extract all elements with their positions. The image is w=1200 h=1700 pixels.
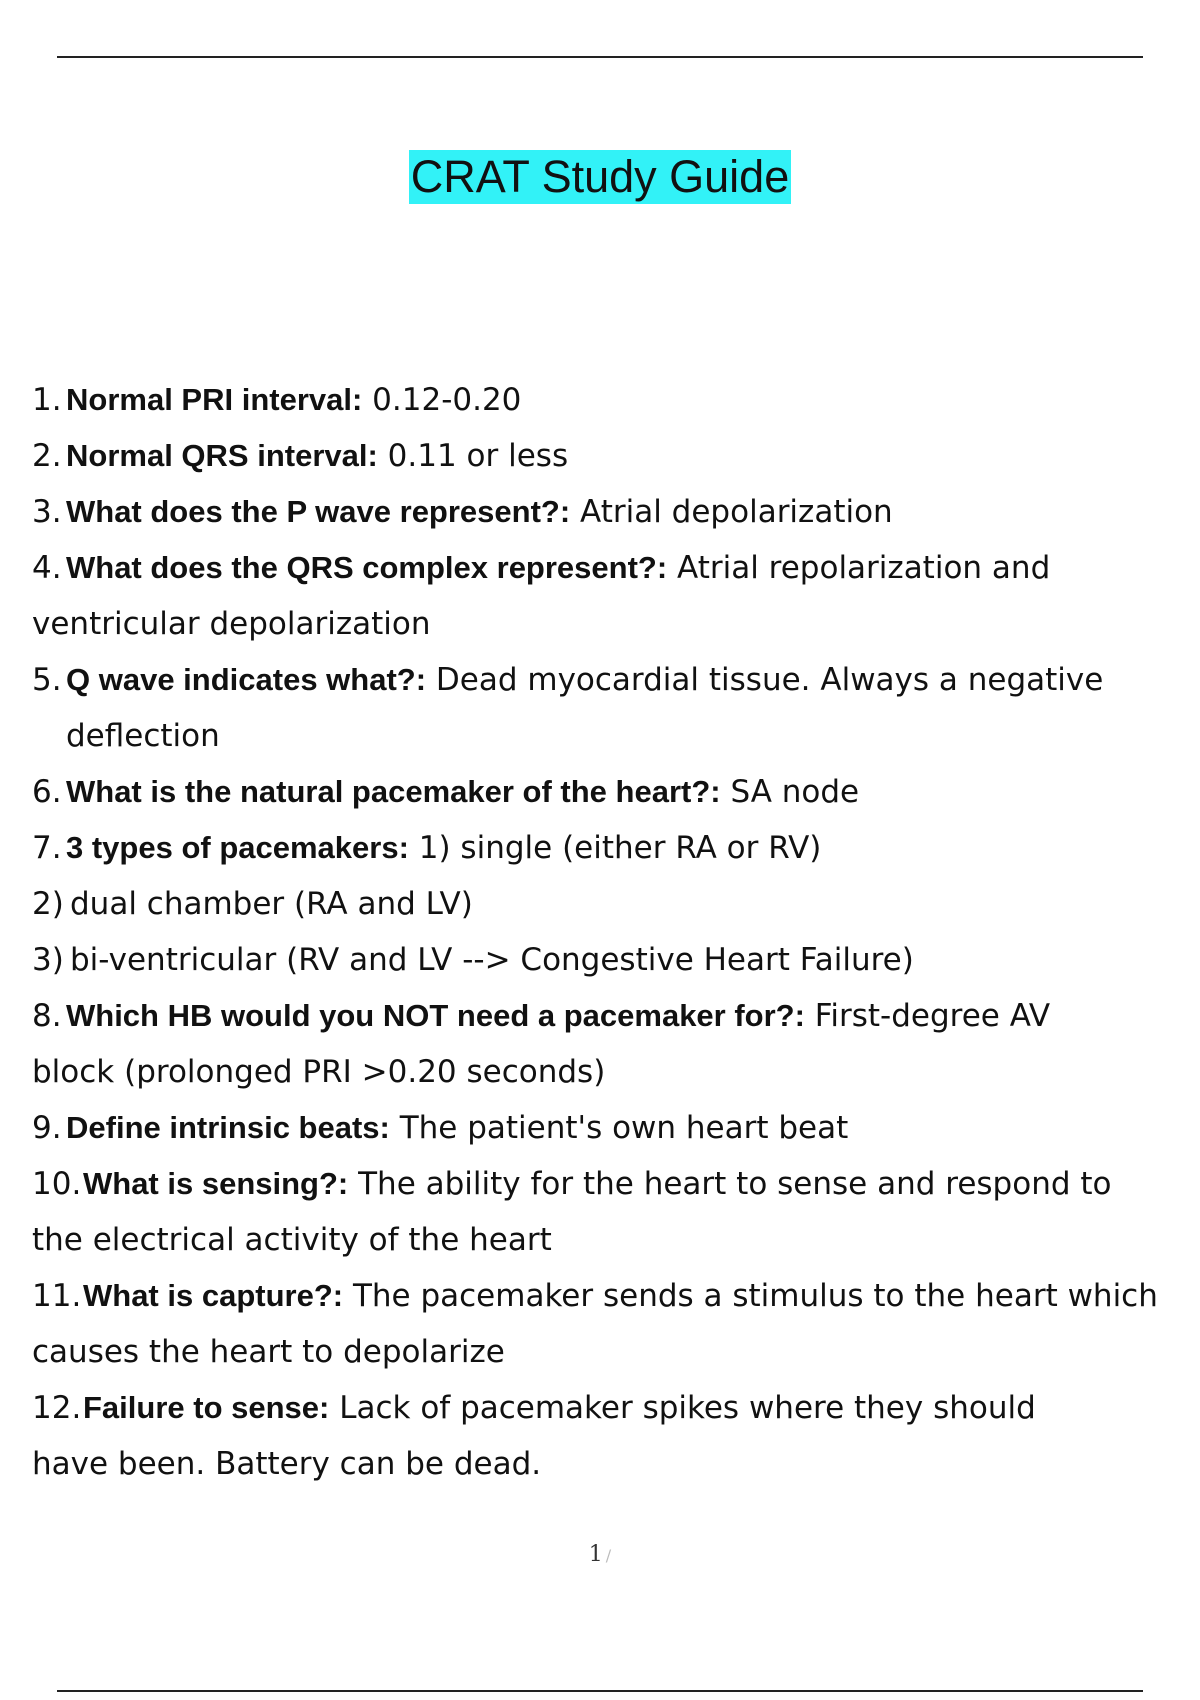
item-question: 3 types of pacemakers: [66, 830, 409, 865]
item-answer: The ability for the heart to sense and respond to [358, 1166, 1112, 1202]
list-item-6 [32, 764, 1192, 820]
item-answer: The patient's own heart beat [399, 1110, 849, 1146]
item-answer: The pacemaker sends a stimulus to the heart which [352, 1278, 1158, 1314]
list-item-3 [32, 484, 1192, 540]
item-question: What does the QRS complex represent?: [66, 550, 668, 585]
page-number [0, 1541, 1200, 1570]
item-number: 3. [32, 494, 62, 530]
item-continuation: have been. Battery can be dead. [32, 1446, 542, 1482]
item-answer: 0.11 or less [387, 438, 569, 474]
list-item-5 [32, 652, 1192, 708]
item-continuation: deflection [66, 718, 220, 754]
item-question: What is sensing?: [83, 1166, 349, 1201]
item-continuation: ventricular depolarization [32, 606, 431, 642]
item-number: 8. [32, 998, 62, 1034]
item-number: 5. [32, 662, 62, 698]
list-item-11 [32, 1268, 1192, 1324]
item-question: What does the P wave represent?: [66, 494, 571, 529]
item-question: Q wave indicates what?: [66, 662, 427, 697]
item-number: 10. [32, 1166, 82, 1202]
item-answer: 1) single (either RA or RV) [418, 830, 822, 866]
item-answer: First-degree AV [814, 998, 1051, 1034]
list-item-4 [32, 540, 1192, 596]
list-item-8 [32, 988, 1192, 1044]
sub-item-text: dual chamber (RA and LV) [70, 886, 473, 922]
item-number: 9. [32, 1110, 62, 1146]
item-question: Normal QRS interval: [66, 438, 378, 473]
item-number: 4. [32, 550, 62, 586]
sub-item-number: 3) [32, 942, 64, 978]
sub-item-text: bi-ventricular (RV and LV --> Congestive Heart Failure) [70, 942, 914, 978]
top-rule [57, 56, 1143, 58]
item-number: 2. [32, 438, 62, 474]
item-answer: Lack of pacemaker spikes where they should [339, 1390, 1036, 1426]
item-continuation: causes the heart to depolarize [32, 1334, 505, 1370]
list-item-10 [32, 1156, 1192, 1212]
page-number-value: 1 [588, 1542, 603, 1567]
list-item-12 [32, 1380, 1192, 1436]
item-answer: SA node [730, 774, 860, 810]
item-continuation: block (prolonged PRI >0.20 seconds) [32, 1054, 606, 1090]
item-question: What is the natural pacemaker of the heart?: [66, 774, 721, 809]
list-item-9 [32, 1100, 1192, 1156]
item-answer: 0.12-0.20 [372, 382, 522, 418]
list-item-1 [32, 372, 1192, 428]
item-number: 6. [32, 774, 62, 810]
list-item-2 [32, 428, 1192, 484]
item-question: Failure to sense: [83, 1390, 330, 1425]
item-answer: Atrial depolarization [580, 494, 893, 530]
item-question: Normal PRI interval: [66, 382, 363, 417]
item-number: 1. [32, 382, 62, 418]
item-number: 11. [32, 1278, 82, 1314]
sub-item [32, 932, 1192, 988]
item-answer: Atrial repolarization and [677, 550, 1051, 586]
title-block [0, 150, 1200, 204]
qa-list [32, 372, 1192, 1492]
item-number: 12. [32, 1390, 82, 1426]
bottom-rule [57, 1690, 1143, 1692]
page-number-suffix: / [605, 1546, 612, 1565]
item-question: Which HB would you NOT need a pacemaker for?: [66, 998, 805, 1033]
item-number: 7. [32, 830, 62, 866]
list-item-7 [32, 820, 1192, 876]
sub-item-number: 2) [32, 886, 64, 922]
item-question: Define intrinsic beats: [66, 1110, 390, 1145]
page-title: CRAT Study Guide [410, 151, 790, 202]
item-question: What is capture?: [83, 1278, 344, 1313]
item-continuation: the electrical activity of the heart [32, 1222, 552, 1258]
item-answer: Dead myocardial tissue. Always a negative [435, 662, 1104, 698]
sub-item [32, 876, 1192, 932]
